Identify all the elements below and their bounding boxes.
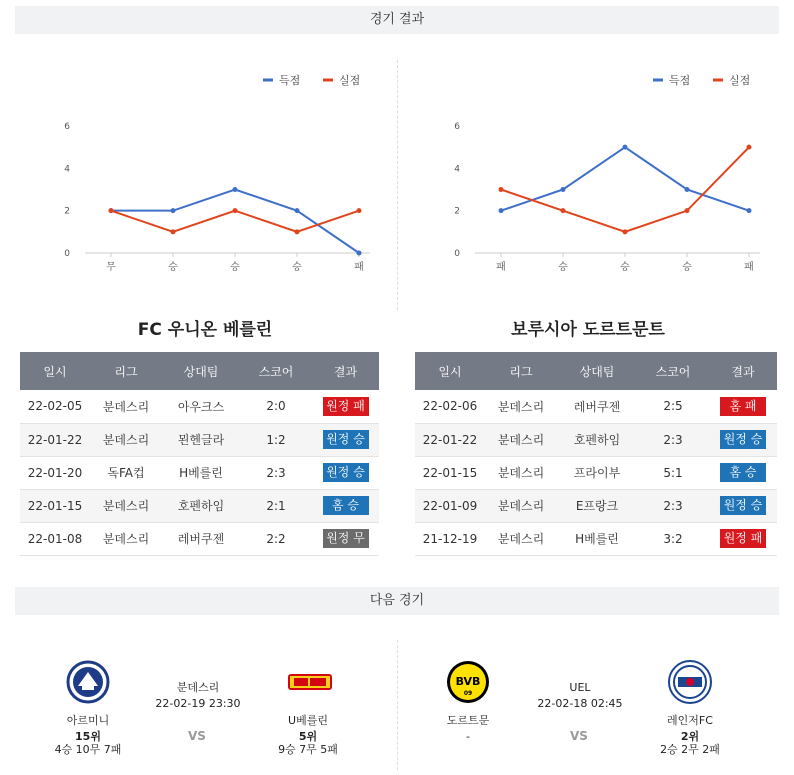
cell-score: 3:2: [637, 522, 709, 555]
results-table-dortmund: [415, 352, 777, 556]
result-badge: 홈 승: [323, 496, 369, 515]
cell-date: 22-01-22: [415, 423, 485, 456]
col-header: 리그: [485, 352, 557, 390]
x-tick-label: 승: [168, 262, 178, 273]
legend-label: 득점: [279, 74, 301, 87]
table-row: [20, 390, 379, 423]
chart-dortmund: [405, 60, 775, 280]
x-tick-label: 무: [106, 262, 116, 273]
cell-result: [312, 456, 379, 489]
svg-text:BVB: BVB: [455, 675, 481, 688]
x-tick-label: 승: [682, 262, 692, 273]
cell-result: [709, 489, 777, 522]
data-point: [623, 229, 628, 234]
cell-date: 22-01-22: [20, 423, 90, 456]
col-header: 리그: [90, 352, 162, 390]
col-header: 결과: [312, 352, 379, 390]
cell-result: [709, 423, 777, 456]
cell-league: 분데스리: [485, 522, 557, 555]
x-tick-label: 승: [558, 262, 568, 273]
next-section-header: 다음 경기: [15, 587, 779, 615]
table-row: [20, 423, 379, 456]
cell-result: [312, 522, 379, 555]
results-section-header: 경기 결과: [15, 6, 779, 34]
result-badge: 원정 승: [323, 463, 369, 482]
table-row: [415, 390, 777, 423]
bvb-logo-icon[interactable]: [446, 660, 490, 704]
cell-result: [312, 390, 379, 423]
cell-score: 5:1: [637, 456, 709, 489]
union-berlin-logo-icon[interactable]: [286, 660, 334, 704]
table-row: [20, 522, 379, 555]
cell-league: 독FA컵: [90, 456, 162, 489]
y-tick-label: 0: [454, 249, 460, 259]
col-header: 일시: [415, 352, 485, 390]
cell-opponent: 아우크스: [162, 390, 240, 423]
cell-score: 2:1: [240, 489, 312, 522]
data-point: [295, 229, 300, 234]
x-tick-label: 패: [354, 262, 364, 273]
cell-date: 22-02-05: [20, 390, 90, 423]
away-team-rank: 2위: [680, 730, 700, 743]
y-tick-label: 2: [64, 206, 70, 217]
vs-label: VS: [570, 729, 588, 743]
y-tick-label: 0: [64, 249, 70, 259]
cell-opponent: 묀헨글라: [162, 423, 240, 456]
home-team-rank: 15위: [75, 730, 101, 743]
cell-score: 2:2: [240, 522, 312, 555]
result-badge: 홈 승: [720, 463, 766, 482]
x-tick-label: 패: [496, 262, 506, 273]
table-row: [415, 489, 777, 522]
team-title-dortmund: 보루시아 도르트문트: [511, 320, 665, 340]
away-team-name: 레인저FC: [667, 714, 713, 727]
cell-score: 1:2: [240, 423, 312, 456]
legend-label: 실점: [729, 74, 751, 87]
chart-union-svg: [15, 60, 385, 280]
cell-date: 22-02-06: [415, 390, 485, 423]
x-tick-label: 승: [230, 262, 240, 273]
data-point: [561, 208, 566, 213]
home-team-name: 도르트문: [446, 714, 490, 727]
col-header: 상대팀: [557, 352, 637, 390]
cell-opponent: E프랑크: [557, 489, 637, 522]
vs-label: VS: [188, 729, 206, 743]
data-point: [499, 208, 504, 213]
cell-result: [312, 489, 379, 522]
result-badge: 원정 승: [720, 496, 766, 515]
table-row: [20, 489, 379, 522]
cell-score: 2:3: [637, 489, 709, 522]
cell-date: 21-12-19: [415, 522, 485, 555]
away-team-record: 2승 2무 2패: [660, 743, 720, 756]
table-row: [20, 456, 379, 489]
table-row: [415, 456, 777, 489]
svg-text:09: 09: [463, 690, 473, 697]
data-point: [109, 208, 114, 213]
data-point: [357, 251, 362, 256]
cell-date: 22-01-15: [415, 456, 485, 489]
away-team-name: U베를린: [288, 714, 328, 727]
data-point: [499, 187, 504, 192]
y-tick-label: 6: [64, 122, 70, 132]
result-badge: 원정 무: [323, 529, 369, 548]
cell-date: 22-01-15: [20, 489, 90, 522]
home-team-name: 아르미니: [66, 714, 110, 727]
x-tick-label: 패: [744, 262, 754, 273]
cell-result: [709, 456, 777, 489]
data-point: [561, 187, 566, 192]
table-row: [415, 423, 777, 456]
col-header: 스코어: [240, 352, 312, 390]
away-team-record: 9승 7무 5패: [278, 743, 338, 756]
cell-date: 22-01-09: [415, 489, 485, 522]
x-tick-label: 승: [620, 262, 630, 273]
divider: [397, 640, 398, 770]
chart-union: [15, 60, 385, 280]
data-point: [747, 145, 752, 150]
col-header: 상대팀: [162, 352, 240, 390]
data-point: [295, 208, 300, 213]
data-point: [623, 145, 628, 150]
team-title-union: FC 우니온 베를린: [137, 320, 273, 340]
series-line-scored: [111, 190, 359, 254]
cell-opponent: H베를린: [557, 522, 637, 555]
legend-label: 득점: [669, 74, 691, 87]
away-team-rank: 5위: [298, 730, 318, 743]
cell-league: 분데스리: [485, 423, 557, 456]
cell-league: 분데스리: [90, 522, 162, 555]
result-badge: 원정 패: [720, 529, 766, 548]
y-tick-label: 4: [64, 164, 70, 175]
data-point: [357, 208, 362, 213]
result-badge: 원정 승: [323, 430, 369, 449]
cell-league: 분데스리: [485, 456, 557, 489]
cell-opponent: 호펜하임: [557, 423, 637, 456]
data-point: [171, 208, 176, 213]
arminia-logo-icon[interactable]: [66, 660, 110, 704]
cell-league: 분데스리: [90, 390, 162, 423]
series-line-scored: [501, 147, 749, 211]
cell-league: 분데스리: [485, 390, 557, 423]
home-team-record: 4승 10무 7패: [54, 743, 122, 756]
cell-opponent: 레버쿠젠: [557, 390, 637, 423]
col-header: 결과: [709, 352, 777, 390]
data-point: [685, 187, 690, 192]
results-table-union: [20, 352, 379, 556]
cell-opponent: 프라이부: [557, 456, 637, 489]
cell-result: [312, 423, 379, 456]
data-point: [233, 208, 238, 213]
divider: [397, 60, 398, 310]
cell-opponent: 레버쿠젠: [162, 522, 240, 555]
match-league: UEL: [569, 681, 591, 694]
legend-label: 실점: [339, 74, 361, 87]
chart-dortmund-svg: [405, 60, 775, 280]
cell-league: 분데스리: [485, 489, 557, 522]
cell-date: 22-01-20: [20, 456, 90, 489]
cell-opponent: H베를린: [162, 456, 240, 489]
result-badge: 원정 패: [323, 397, 369, 416]
match-datetime: 22-02-19 23:30: [155, 697, 241, 710]
x-tick-label: 승: [292, 262, 302, 273]
col-header: 스코어: [637, 352, 709, 390]
y-tick-label: 2: [454, 206, 460, 217]
y-tick-label: 6: [454, 122, 460, 132]
y-tick-label: 4: [454, 164, 460, 175]
cell-score: 2:3: [637, 423, 709, 456]
cell-result: [709, 522, 777, 555]
data-point: [685, 208, 690, 213]
home-team-record: -: [466, 730, 470, 743]
cell-score: 2:5: [637, 390, 709, 423]
cell-score: 2:3: [240, 456, 312, 489]
cell-date: 22-01-08: [20, 522, 90, 555]
match-league: 분데스리: [176, 681, 220, 694]
rangers-logo-icon[interactable]: [668, 660, 712, 704]
cell-result: [709, 390, 777, 423]
data-point: [747, 208, 752, 213]
col-header: 일시: [20, 352, 90, 390]
data-point: [171, 229, 176, 234]
table-row: [415, 522, 777, 555]
match-datetime: 22-02-18 02:45: [537, 697, 623, 710]
result-badge: 홈 패: [720, 397, 766, 416]
data-point: [233, 187, 238, 192]
cell-league: 분데스리: [90, 489, 162, 522]
cell-score: 2:0: [240, 390, 312, 423]
cell-opponent: 호펜하임: [162, 489, 240, 522]
result-badge: 원정 승: [720, 430, 766, 449]
series-line-conceded: [501, 147, 749, 232]
cell-league: 분데스리: [90, 423, 162, 456]
